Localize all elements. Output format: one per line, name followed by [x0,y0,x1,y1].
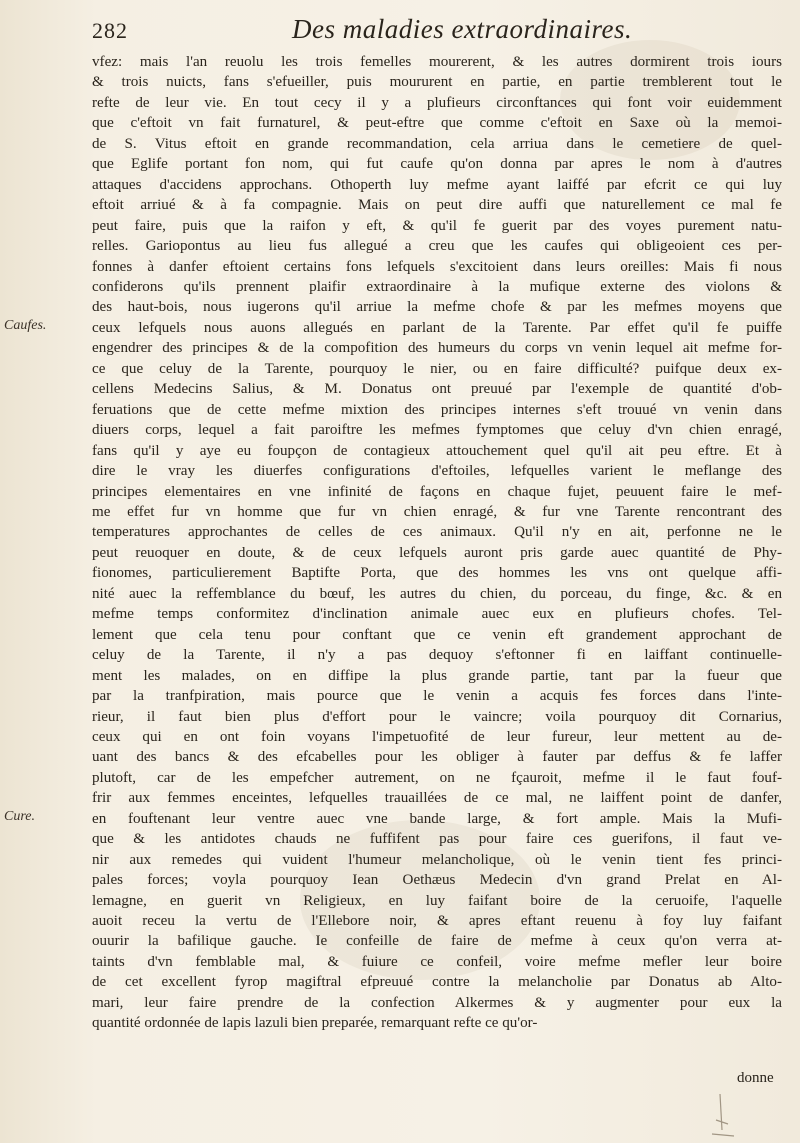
text-line: engendrer des principes & de la compofition des humeurs du corps vn venin lequel ait mefme for- [92,340,782,357]
text-line: taints d'vn femblable mal, & fuiure ce confeil, voire mefme mefler leur boire [92,953,782,970]
text-line: nité auec la reffemblance du bœuf, les autres du chien, du porceau, du finge, &c. & en [92,585,782,602]
text-line: pales forces; voyla pourquoy Iean Oethæus Medecin d'vn grand Prelat en Al- [92,872,782,889]
text-line: de S. Vitus eftoit en grande recommandation, cela arriua dans le cemetiere de quel- [92,135,782,152]
text-line: rieur, il faut bien plus d'effort pour le vaincre; voila pourquoy dit Cornarius, [92,708,782,725]
ink-mark-icon [690,1090,750,1140]
text-line: de cet excellent fyrop magiftral efpreuué contre la melancholie par Donatus ab Alto- [92,974,782,991]
text-line: nir aux remedes qui vuident l'humeur melancholique, où le venin tient fes princi- [92,851,782,868]
text-line: feruations que de cette mefme mixtion des principes internes s'eft trouué vn venin dans [92,401,782,418]
text-line: lement que cela tenu pour conftant que ce venin eft grandement approchant de [92,626,782,643]
margin-note-causes: Caufes. [4,318,47,333]
text-line: par la tranfpiration, mais pource que le venin a acquis fes forces dans l'inte- [92,688,782,705]
text-line: celuy de la Tarente, il n'y a pas dequoy s'eftonner fi en laiffant continuelle- [92,647,782,664]
text-line: lemagne, en guerit vn Religieux, en luy faifant boire de la ceruoife, l'aquelle [92,892,782,909]
running-title: Des maladies extraordinaires. [292,14,633,44]
text-line: peut reuoquer en doute, & de ceux lefquels auront pris garde auec quantité de Phy- [92,544,782,561]
margin-note-cure: Cure. [4,809,35,824]
text-line: en fouftenant leur ventre auec vne bande large, & fort ample. Mais la Mufi- [92,810,782,827]
text-line: frir aux femmes enceintes, lefquelles trauaillées de ce mal, ne laiffent point de danfer, [92,790,782,807]
catchword: donne [737,1070,774,1086]
text-line: dire le vray les diuerfes configurations d'eftoiles, lefquelles varient le meflange des [92,463,782,480]
text-line: ceux qui en ont foin voyans l'impetuofité de leur fureur, leur mettent au de- [92,728,782,745]
text-line: mefme temps conformitez d'inclination animale auec eux en plufieurs chofes. Tel- [92,606,782,623]
text-line: auoit receu la vertu de l'Ellebore noir, & apres eftant reuenu à foy luy faifant [92,913,782,930]
text-line: me effet fur vn homme que fur vn chien enragé, & fur vne Tarente rencontrant des [92,503,782,520]
text-line: ouurir la bafilique gauche. Ie confeille de faire de mefme à ceux qu'on verra at- [92,933,782,950]
text-line: eftoit arriué & à fa compagnie. Mais on peut dire auffi que naturellement ce mal fe [92,197,782,214]
text-line: principes elementaires en vne infinité de façons en chaque fujet, peuuent faire le mef- [92,483,782,500]
text-line: que c'eftoit vn fait furnaturel, & peut-eftre que comme c'eftoit en Saxe où la memoi- [92,115,782,132]
text-line: fionomes, particulierement Baptifte Porta, que des hommes les vns ont quelque affi- [92,565,782,582]
text-line: refte de leur vie. En tout cecy il y a plufieurs circonftances qui font voir euidemment [92,94,782,111]
text-line: ce que celuy de la Tarente, pourquoy le nier, ou en faire difficulté? puifque deux ex- [92,360,782,377]
text-line: plutoft, car de les empefcher autrement, on ne fçauroit, mefme il le faut fouf- [92,769,782,786]
text-line: vfez: mais l'an reuolu les trois femelles mourerent, & les autres dormirent trois iours [92,54,782,70]
text-line: confiderons qu'ils prennent plaifir extraordinaire à la mufique externe des violons & [92,278,782,295]
text-line: attaques d'accidens approchans. Othoperth luy mefme ayant laiffé par efcrit ce qui luy [92,176,782,193]
text-line: uant des bancs & des efcabelles pour les obliger à fauter par deffus & fe laffer [92,749,782,766]
body-text [92,52,782,1034]
text-line: relles. Gariopontus au lieu fus allegué a creu que les caufes qui obligeoient ces per- [92,238,782,255]
text-line: que & les antidotes chauds ne fuffifent pas pour faire ces guerifons, il faut ve- [92,831,782,848]
text-line: & trois nuicts, fans s'efueiller, puis moururent en partie, en partie tremblerent tout le [92,74,782,91]
text-line: fonnes à danfer eftoient certains fons lefquels s'excitoient dans leurs oreilles: Mais fi nous [92,258,782,275]
text-line: mari, leur faire prendre de la confection Alkermes & y augmenter pour eux la [92,994,782,1011]
text-line: temperatures approchantes de celles de ces animaux. Qu'il n'y en ait, perfonne ne le [92,524,782,541]
text-line: que Eglife portant fon nom, qui fut caufe qu'on donna par apres le nom à d'autres [92,156,782,173]
text-line: ceux lefquels nous auons allegués en parlant de la Tarente. Par effet qu'il fe puiffe [92,319,782,336]
text-line: peut faire, puis que la raifon y eft, & qu'il fe guerit par des voyes purement natu- [92,217,782,234]
text-line: ment les malades, on en diffipe la plus grande partie, tant par la fueur que [92,667,782,684]
text-line: des haut-bois, nous iugerons qu'il arriue la mefme chofe & par les mefmes moyens que [92,299,782,316]
page-header [92,10,782,50]
text-line: diuers corps, lequel a fait paroiftre les mefmes fymptomes que celuy d'vn chien enragé, [92,422,782,439]
text-line: fans qu'il y aye eu foupçon de contagieux attouchement quel qu'il ait peu eftre. Et à [92,442,782,459]
page-number: 282 [92,18,128,43]
text-line: quantité ordonnée de lapis lazuli bien preparée, remarquant refte ce qu'or- [92,1015,538,1032]
text-line: cellens Medecins Salius, & M. Donatus ont preuué par l'exemple de quantité d'ob- [92,381,782,398]
